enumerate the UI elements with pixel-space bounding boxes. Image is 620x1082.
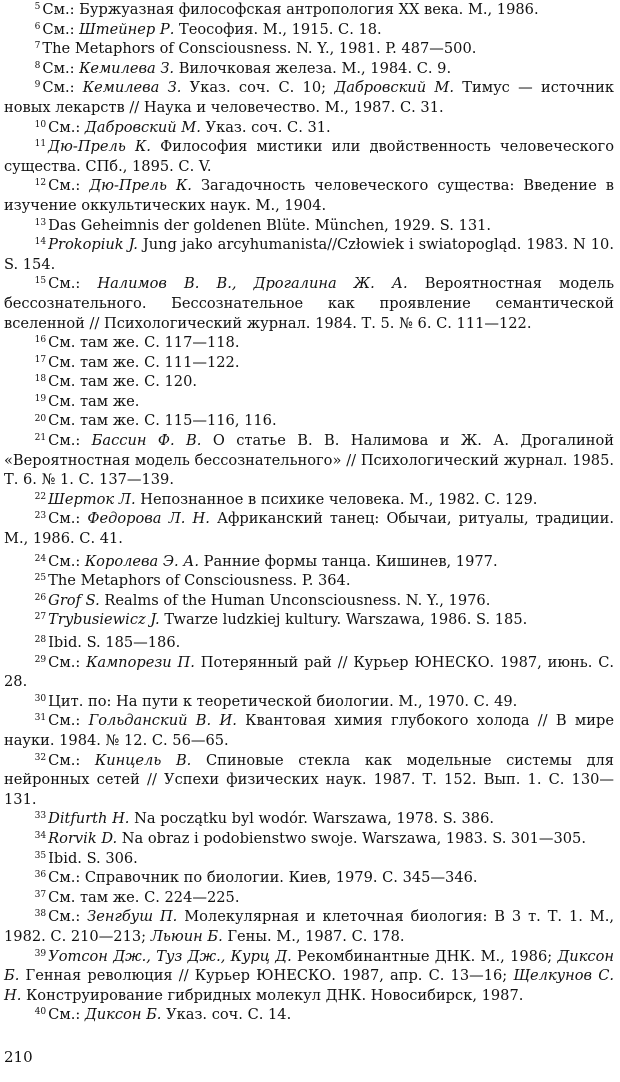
footnote-text: Na obraz i podobienstwo swoje. Warszawa, 1983. S. 301—305. [117,829,586,847]
footnote-number: 37 [34,889,47,900]
footnote-text: См.: [42,79,83,97]
author-name: Королева Э. А. [84,552,199,570]
footnote-14 [4,235,614,274]
footnote-15 [4,274,614,333]
footnote-text: Рекомбинантные ДНК. М., 1986; [291,947,558,965]
footnote-16 [4,333,614,353]
author-name: Налимов В. В., Дрогалина Ж. А. [97,275,408,293]
page-number: 210 [4,1048,33,1066]
footnote-31 [4,711,614,750]
footnote-text: Twarze ludzkiej kultury. Warszawa, 1986. S. 185. [159,611,528,629]
author-name: Rorvik D. [48,829,118,847]
footnote-text: Na początku byl wodór. Warszawa, 1978. S. 386. [129,810,495,828]
footnote-number: 26 [34,592,47,603]
footnote-number: 33 [34,811,47,822]
footnote-number: 23 [34,511,47,522]
footnote-number: 25 [34,573,47,584]
author-name: Щелкунов С. Н. [4,967,614,1004]
footnote-30 [4,692,614,712]
footnote-36 [4,868,614,888]
author-name: Prokopiuk J. [48,236,138,254]
footnote-text: Das Geheimnis der goldenen Blüte. München, 1929. S. 131. [48,216,492,234]
footnote-text: См.: [48,653,87,671]
footnote-25 [4,571,614,591]
author-name: Дабровский М. [84,118,201,136]
footnote-35 [4,849,614,869]
footnote-text: См. там же. С. 111—122. [48,353,240,371]
author-name: Федорова Л. Н. [87,510,210,528]
author-name: Уотсон Дж., Туз Дж., Курц Д. [48,947,292,965]
footnote-number: 24 [34,553,47,564]
footnote-number: 5 [34,2,41,13]
footnote-27 [4,610,614,630]
author-name: Гольданский В. И. [88,712,237,730]
footnote-text: См.: [48,118,85,136]
footnote-number: 28 [34,635,47,646]
footnote-number: 7 [34,41,41,52]
footnote-number: 13 [34,217,47,228]
footnote-number: 30 [34,693,47,704]
author-name: Бассин Ф. В. [91,432,202,450]
footnote-text: См.: [48,275,98,293]
footnote-text: Тимус — источник новых лекарств // Наука и человечество. М., 1987. С. 31. [4,79,614,116]
footnote-7 [4,39,614,59]
author-name: Ditfurth H. [48,810,130,828]
author-name: Кемилева З. [82,79,182,97]
footnote-number: 36 [34,870,47,881]
footnote-number: 22 [34,491,47,502]
footnote-21 [4,431,614,490]
author-name: Дю-Прель К. [48,138,151,156]
footnote-number: 6 [34,21,41,32]
footnote-text: Генная революция // Курьер ЮНЕСКО. 1987, апр. С. 13—16; [19,967,514,985]
footnote-text: См. там же. С. 224—225. [48,888,240,906]
footnote-text: Молекулярная и клеточная биология: В 3 т. Т. 1. М., 1982. С. 210—213; [4,908,614,945]
footnote-23 [4,509,614,548]
footnote-28 [4,633,614,653]
footnote-34 [4,829,614,849]
footnote-22 [4,490,614,510]
footnote-8 [4,59,614,79]
footnote-32 [4,751,614,810]
footnote-number: 31 [34,713,47,724]
footnote-number: 27 [34,612,47,623]
footnote-11 [4,137,614,176]
footnote-number: 32 [34,752,47,763]
footnote-number: 29 [34,654,47,665]
author-name: Диксон Б. [84,1006,162,1024]
footnote-number: 12 [34,178,47,189]
footnote-number: 10 [34,119,47,130]
footnote-text: Вероятностная модель бессознательного. Бессознательное как проявление семантической вселенной // Психологический журнал. 1984. Т. 5. № 6. С. 111—122. [4,275,615,332]
footnote-29 [4,653,614,692]
footnote-text: Спиновые стекла как модельные системы для нейронных сетей // Успехи физических наук. 1987. Т. 152. Вып. 1. С. 130—131. [4,751,615,808]
footnote-text: Потерянный рай // Курьер ЮНЕСКО. 1987, июнь. С. 28. [4,653,614,691]
footnote-10 [4,118,614,138]
footnote-number: 34 [34,830,47,841]
footnote-17 [4,353,614,373]
footnote-text: Конструирование гибридных молекул ДНК. Новосибирск, 1987. [21,986,524,1004]
footnote-text: См.: [48,751,95,769]
footnote-text: См.: [48,712,89,730]
footnote-text: Указ. соч. С. 14. [161,1006,292,1024]
footnote-number: 40 [34,1007,47,1018]
footnote-number: 17 [34,354,47,365]
footnote-24 [4,552,614,572]
author-name: Льюин Б. [150,927,223,945]
author-name: Кампорези П. [86,653,195,671]
author-name: Дабровский М. [334,79,454,97]
footnote-list [4,0,614,1025]
author-name: Кинцель В. [94,751,192,769]
footnote-text: См.: Буржуазная философская антропология XX века. М., 1986. [42,1,539,18]
footnote-20 [4,411,614,431]
footnote-12 [4,176,614,215]
footnote-text: См.: [42,59,80,77]
footnote-37 [4,888,614,908]
footnote-9 [4,78,614,117]
footnote-text: Загадочность человеческого существа: Введение в изучение оккультических наук. М., 1904. [4,177,614,214]
footnote-38 [4,907,614,946]
footnote-text: См. там же. С. 115—116, 116. [48,412,277,430]
footnote-number: 11 [34,139,47,150]
footnote-text: См. там же. С. 117—118. [48,334,240,352]
author-name: Диксон Б. [4,947,614,985]
author-name: Шерток Л. [48,490,136,508]
author-name: Trybusiewicz J. [48,611,160,629]
footnote-text: Указ. соч. С. 31. [200,118,331,136]
footnote-text: См.: Справочник по биологии. Киев, 1979. С. 345—346. [48,869,478,887]
footnote-number: 38 [34,909,47,920]
footnote-text: Ранние формы танца. Кишинев, 1977. [199,552,498,570]
footnote-text: Realms of the Human Unconsciousness. N. Y., 1976. [99,591,491,609]
footnote-text: Непознанное в психике человека. М., 1982. С. 129. [135,490,538,508]
footnote-40 [4,1005,614,1025]
author-name: Дю-Прель К. [89,177,192,195]
footnote-text: См.: [48,1006,85,1024]
footnote-text: См. там же. [48,392,140,410]
footnote-text: Ibid. S. 185—186. [48,634,181,651]
footnote-33 [4,809,614,829]
footnote-26 [4,591,614,611]
footnote-text: См.: [48,908,88,926]
author-name: Штейнер Р. [79,20,175,38]
footnote-number: 20 [34,413,47,424]
footnote-text: Цит. по: На пути к теоретической биологии. М., 1970. С. 49. [48,692,518,710]
footnote-number: 21 [34,433,47,444]
footnote-text: The Metaphors of Consciousness. N. Y., 1981. P. 487—500. [42,40,477,58]
footnote-5 [4,0,614,20]
footnote-text: См.: [48,177,90,195]
author-name: Grof S. [48,591,100,609]
footnotes-page [4,0,614,1025]
footnote-number: 16 [34,335,47,346]
footnote-number: 8 [34,60,41,71]
footnote-text: Указ. соч. С. 10; [181,79,335,97]
footnote-19 [4,392,614,412]
footnote-text: См.: [48,510,88,528]
footnote-39 [4,947,614,1006]
footnote-text: Африканский танец: Обычаи, ритуалы, традиции. М., 1986. С. 41. [4,510,614,548]
footnote-number: 39 [34,948,47,959]
author-name: Кемилева З. [79,59,175,77]
footnote-number: 35 [34,850,47,861]
footnote-text: The Metaphors of Consciousness. P. 364. [48,572,351,590]
footnote-text: См.: [48,552,85,570]
footnote-text: См.: [48,432,92,450]
footnote-text: Вилочковая железа. М., 1984. С. 9. [174,59,452,77]
footnote-text: О статье В. В. Налимова и Ж. А. Дрогалиной «Вероятностная модель бессознательного» // Психологический журнал. 1985. Т. 6. № 1. С. 137—139. [4,432,614,489]
footnote-13 [4,216,614,236]
footnote-text: Философия мистики или двойственность человеческого существа. СПб., 1895. С. V. [4,138,614,175]
footnote-text: См.: [42,20,80,38]
footnote-text: См. там же. С. 120. [48,373,198,391]
footnote-6 [4,20,614,40]
footnote-18 [4,372,614,392]
footnote-text: Теософия. М., 1915. С. 18. [174,20,382,38]
footnote-number: 18 [34,374,47,385]
author-name: Зенгбуш П. [87,908,178,926]
footnote-number: 19 [34,393,47,404]
footnote-text: Ibid. S. 306. [48,849,138,867]
footnote-number: 9 [34,80,41,91]
footnote-text: Квантовая химия глубокого холода // В мире науки. 1984. № 12. С. 56—65. [4,712,614,749]
footnote-number: 14 [34,237,47,248]
footnote-text: Jung jako arcyhumanista//Człowiek i swiatopogląd. 1983. N 10. S. 154. [4,236,614,273]
footnote-number: 15 [34,276,47,287]
footnote-text: Гены. М., 1987. С. 178. [222,927,405,945]
